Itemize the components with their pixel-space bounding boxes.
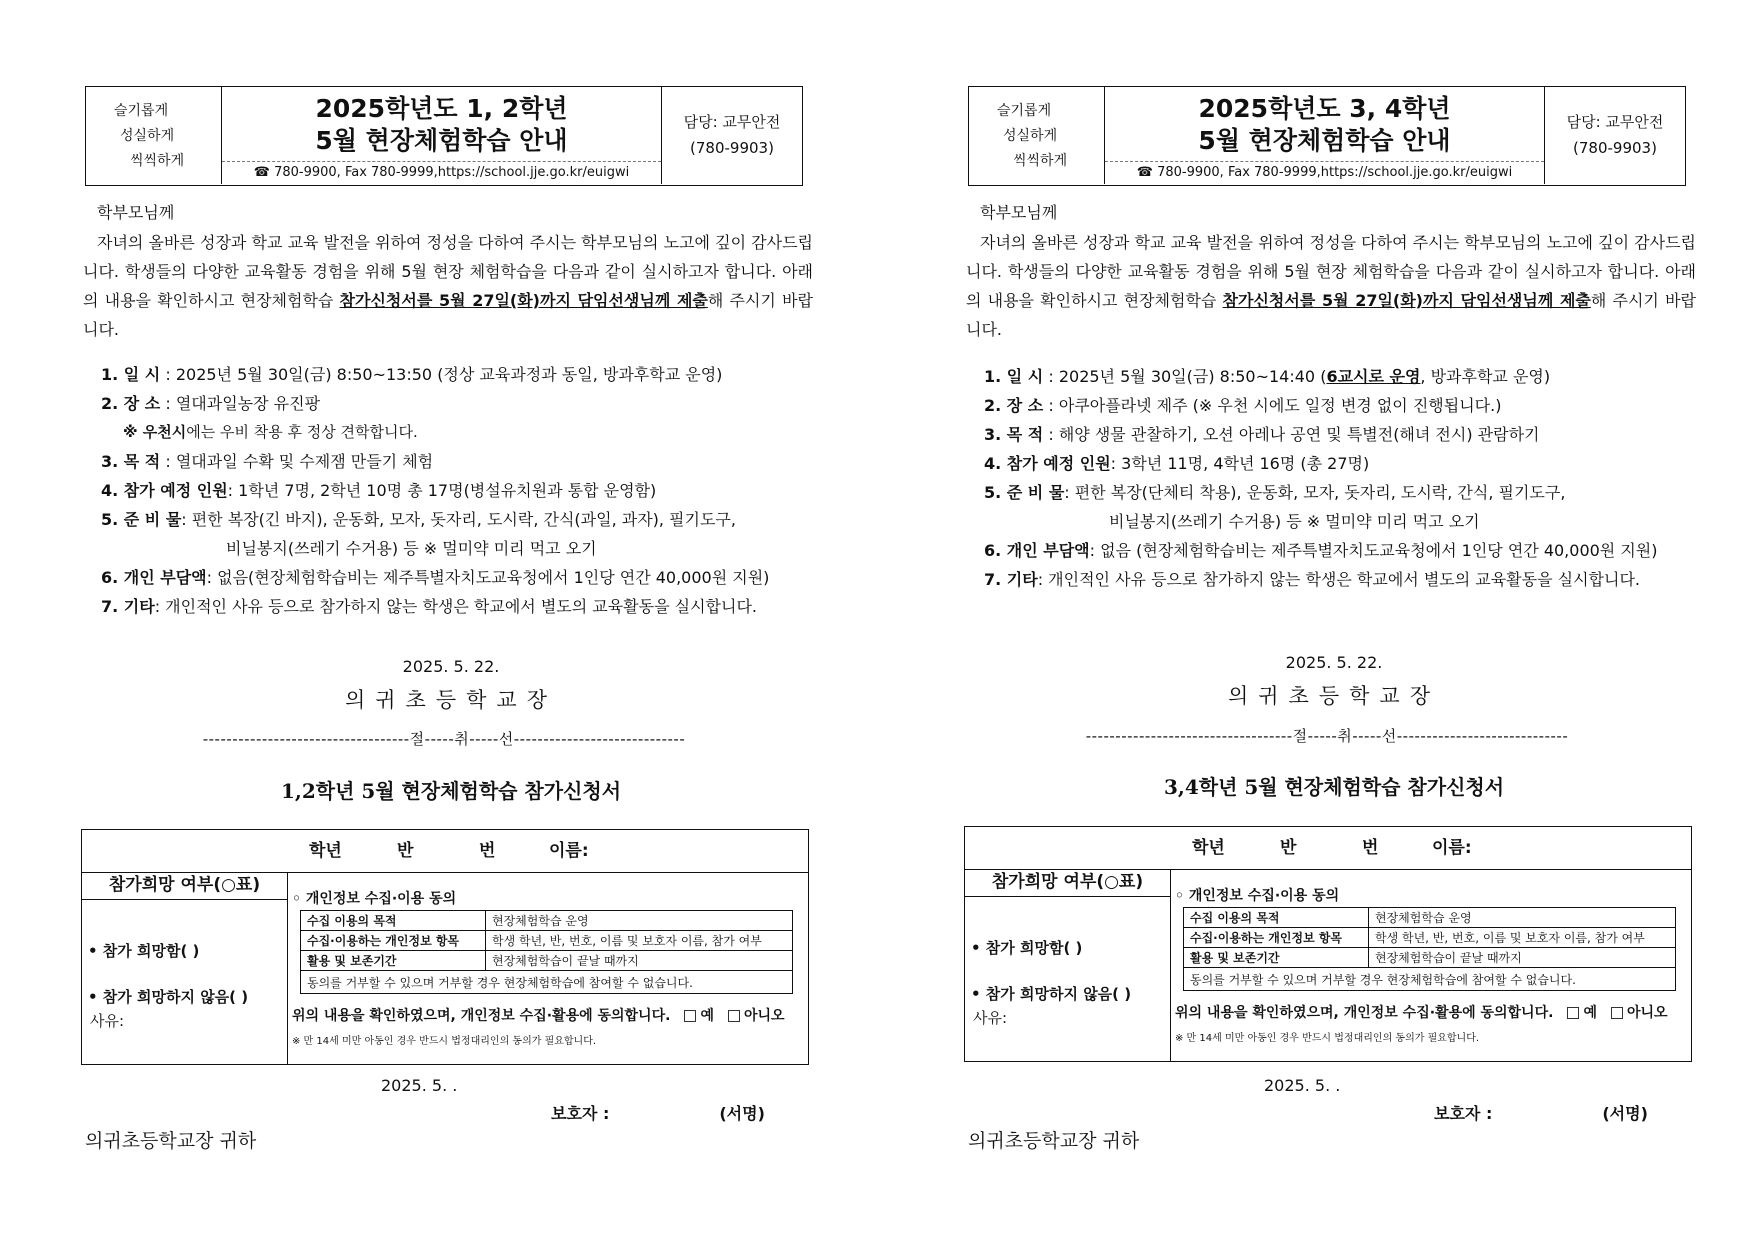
intro-end: 해 주시기 바랍니다. [966, 291, 1696, 339]
consent-text: 위의 내용을 확인하였으며, 개인정보 수집·활용에 동의합니다. [292, 1008, 671, 1024]
table-row [301, 931, 793, 951]
item-text: : 개인적인 사유 등으로 참가하지 않는 학생은 학교에서 별도의 교육활동을 실시합니다. [154, 597, 757, 616]
no-label: 아니오 [1626, 1005, 1668, 1021]
signature-field[interactable]: (서명) [1602, 1104, 1648, 1123]
title-box [1105, 87, 1545, 184]
intro-paragraph [966, 228, 1696, 344]
item-text: : 없음(현장체험학습비는 제주특별자치도교육청에서 1인당 연간 40,000원 지원) [206, 568, 770, 587]
detail-list [101, 360, 821, 621]
consent-statement [292, 1005, 785, 1025]
item-continued-text: 비닐봉지(쓰레기 수거용) 등 ※ 멀미약 미리 먹고 오기 [1109, 512, 1480, 531]
item-continued-text: 비닐봉지(쓰레기 수거용) 등 ※ 멀미약 미리 먹고 오기 [226, 539, 597, 558]
intro-paragraph [83, 228, 813, 344]
school-motto [969, 87, 1105, 184]
table-value: 현장체험학습이 끝날 때까지 [486, 951, 793, 971]
header-box [968, 86, 1686, 186]
no-label: 아니오 [743, 1008, 785, 1024]
reason-field[interactable]: 사유: [90, 1012, 125, 1030]
contact-info: ☎ 780-9900, Fax 780-9999,https://school.jje.go.kr/euigwi [1105, 161, 1544, 184]
list-item-continued [101, 534, 821, 563]
item-label: 3. 목 적 [984, 425, 1044, 444]
item-label: 6. 개인 부담액 [984, 541, 1090, 560]
guardian-line [551, 1101, 765, 1124]
table-row [301, 971, 793, 994]
motto-line: 씩씩하게 [130, 153, 185, 169]
consent-text: 위의 내용을 확인하였으며, 개인정보 수집·활용에 동의합니다. [1175, 1005, 1554, 1021]
table-key: 수집 이용의 목적 [1184, 908, 1369, 928]
item-text: : 2025년 5월 30일(금) 8:50~13:50 (정상 교육과정과 동일, 방과후학교 운영) [165, 365, 723, 384]
item-label: 4. 참가 예정 인원 [984, 454, 1111, 473]
rain-note-bold: ※ 우천시 [123, 423, 187, 441]
minor-notice: ※ 만 14세 미만 아동인 경우 반드시 법정대리인의 동의가 필요합니다. [292, 1036, 597, 1047]
option-not-participate[interactable]: • 참가 희망하지 않음( ) [88, 988, 249, 1006]
greeting: 학부모님께 [980, 203, 1058, 222]
consent-statement [1175, 1002, 1668, 1022]
refuse-notice: 동의를 거부할 수 있으며 거부할 경우 현장체험학습에 참여할 수 없습니다. [1184, 968, 1676, 991]
privacy-title: ◦ 개인정보 수집·이용 동의 [1175, 888, 1340, 904]
table-key: 수집·이용하는 개인정보 항목 [1184, 928, 1369, 948]
guardian-label: 보호자 : [1434, 1104, 1493, 1123]
class-field[interactable]: 반 [397, 841, 414, 861]
list-item [101, 505, 821, 534]
guardian-label: 보호자 : [551, 1104, 610, 1123]
list-item [984, 362, 1704, 391]
addressee: 의귀초등학교장 귀하 [85, 1130, 257, 1152]
list-item [101, 592, 821, 621]
detail-list [984, 362, 1704, 594]
privacy-table [1183, 907, 1676, 991]
form-title: 1,2학년 5월 현장체험학습 참가신청서 [280, 779, 622, 803]
signature-field[interactable]: (서명) [719, 1104, 765, 1123]
title-line-1: 2025학년도 3, 4학년 [1198, 94, 1451, 123]
grade-field[interactable]: 학년 [309, 841, 342, 861]
intro-underline: 참가신청서를 5월 27일(화)까지 담임선생님께 제출 [339, 291, 708, 310]
item-label: 1. 일 시 [984, 367, 1044, 386]
manager-box [1545, 87, 1685, 184]
table-value: 현장체험학습이 끝날 때까지 [1369, 948, 1676, 968]
item-text: : 편한 복장(단체티 착용), 운동화, 모자, 돗자리, 도시락, 간식, 필기도구, [1064, 483, 1566, 502]
notice-date: 2025. 5. 22. [402, 657, 500, 676]
table-row [1184, 928, 1676, 948]
item-label: 4. 참가 예정 인원 [101, 481, 228, 500]
item-text-end: , 방과후학교 운영) [1420, 367, 1551, 386]
manager-phone: (780-9903) [1573, 139, 1657, 157]
table-row [301, 911, 793, 931]
table-value: 현장체험학습 운영 [486, 911, 793, 931]
school-motto [86, 87, 222, 184]
list-item [101, 476, 821, 505]
list-item [984, 565, 1704, 594]
no-checkbox[interactable] [1611, 1007, 1623, 1019]
title-line-1: 2025학년도 1, 2학년 [315, 94, 568, 123]
name-field[interactable]: 이름: [1432, 838, 1472, 858]
application-form [81, 829, 809, 1065]
item-text: : 편한 복장(긴 바지), 운동화, 모자, 돗자리, 도시락, 간식(과일, 과자), 필기도구, [181, 510, 736, 529]
privacy-consent [1171, 869, 1691, 1061]
form-title: 3,4학년 5월 현장체험학습 참가신청서 [1163, 775, 1505, 799]
motto-line: 성실하게 [120, 128, 175, 144]
item-label: 3. 목 적 [101, 452, 161, 471]
table-row [1184, 968, 1676, 991]
intro-text: 자녀의 올바른 성장과 학교 교육 발전을 위하여 정성을 다하여 주시는 학부모님의 노고에 깊이 감사드립니다. 학생들의 다양한 교육활동 경험을 위해 5월 현장 체험학습을 다음과 같이 실시하고자 합니다. 아래의 내용을 확인하시고 현장체험학습 [83, 233, 813, 310]
motto-line: 슬기롭게 [997, 103, 1052, 119]
item-label: 6. 개인 부담액 [101, 568, 207, 587]
minor-notice: ※ 만 14세 미만 아동인 경우 반드시 법정대리인의 동의가 필요합니다. [1175, 1033, 1480, 1044]
manager-label: 담당: 교무안전 [1566, 113, 1664, 131]
privacy-table [300, 910, 793, 994]
list-item [984, 478, 1704, 507]
contact-info: ☎ 780-9900, Fax 780-9999,https://school.jje.go.kr/euigwi [222, 161, 661, 184]
item-label: 5. 준 비 물 [101, 510, 182, 529]
item-text: : 1학년 7명, 2학년 10명 총 17명(병설유치원과 통합 운영함) [227, 481, 657, 500]
yes-checkbox[interactable] [1567, 1007, 1579, 1019]
no-checkbox[interactable] [728, 1010, 740, 1022]
table-key: 수집 이용의 목적 [301, 911, 486, 931]
yes-checkbox[interactable] [684, 1010, 696, 1022]
table-row [301, 951, 793, 971]
greeting: 학부모님께 [97, 203, 175, 222]
form-date[interactable]: 2025. 5. . [381, 1076, 458, 1095]
student-info-row [965, 827, 1691, 870]
participation-options [82, 900, 288, 1064]
yes-label: 예 [700, 1008, 714, 1024]
list-item [984, 536, 1704, 565]
addressee: 의귀초등학교장 귀하 [968, 1130, 1140, 1152]
table-value: 현장체험학습 운영 [1369, 908, 1676, 928]
manager-box [662, 87, 802, 184]
refuse-notice: 동의를 거부할 수 있으며 거부할 경우 현장체험학습에 참여할 수 없습니다. [301, 971, 793, 994]
principal-title: 의귀초등학교장 [1227, 684, 1440, 708]
number-field[interactable]: 번 [1362, 838, 1379, 858]
table-key: 수집·이용하는 개인정보 항목 [301, 931, 486, 951]
rain-note-text: 에는 우비 착용 후 정상 견학합니다. [186, 423, 418, 441]
list-item [101, 447, 821, 476]
participation-header: 참가희망 여부(○표) [82, 872, 288, 900]
principal-title: 의귀초등학교장 [344, 688, 557, 712]
list-item [984, 391, 1704, 420]
item-label: 2. 장 소 [101, 394, 161, 413]
item-label: 7. 기타 [101, 597, 155, 616]
item-text: : 없음 (현장체험학습비는 제주특별자치도교육청에서 1인당 연간 40,000원 지원) [1089, 541, 1658, 560]
participation-options [965, 897, 1171, 1061]
intro-text: 자녀의 올바른 성장과 학교 교육 발전을 위하여 정성을 다하여 주시는 학부모님의 노고에 깊이 감사드립니다. 학생들의 다양한 교육활동 경험을 위해 5월 현장 체험학습을 다음과 같이 실시하고자 합니다. 아래의 내용을 확인하시고 현장체험학습 [966, 233, 1696, 310]
manager-phone: (780-9903) [690, 139, 774, 157]
form-date[interactable]: 2025. 5. . [1264, 1076, 1341, 1095]
motto-line: 슬기롭게 [114, 103, 169, 119]
cut-line: -----------------------------------절-----취-----선----------------------------- [202, 730, 686, 748]
header-box [85, 86, 803, 186]
option-participate[interactable]: • 참가 희망함( ) [88, 942, 200, 960]
table-value: 학생 학년, 반, 번호, 이름 및 보호자 이름, 참가 여부 [1369, 928, 1676, 948]
grade-field[interactable]: 학년 [1192, 838, 1225, 858]
item-text: : 열대과일농장 유진팡 [165, 394, 321, 413]
option-not-participate[interactable]: • 참가 희망하지 않음( ) [971, 985, 1132, 1003]
table-key: 활용 및 보존기간 [1184, 948, 1369, 968]
list-item [101, 563, 821, 592]
manager-label: 담당: 교무안전 [683, 113, 781, 131]
item-text: : 열대과일 수확 및 수제잼 만들기 체험 [165, 452, 434, 471]
title-box [222, 87, 662, 184]
table-key: 활용 및 보존기간 [301, 951, 486, 971]
motto-line: 성실하게 [1003, 128, 1058, 144]
item-text: : 해양 생물 관찰하기, 오션 아레나 공연 및 특별전(해녀 전시) 관람하기 [1048, 425, 1540, 444]
notice-page-grade-1-2 [81, 0, 821, 1240]
participation-header: 참가희망 여부(○표) [965, 869, 1171, 897]
motto-line: 씩씩하게 [1013, 153, 1068, 169]
cut-line: -----------------------------------절-----취-----선----------------------------- [1085, 727, 1569, 745]
list-item [101, 389, 821, 418]
item-label: 7. 기타 [984, 570, 1038, 589]
intro-end: 해 주시기 바랍니다. [83, 291, 813, 339]
option-participate[interactable]: • 참가 희망함( ) [971, 939, 1083, 957]
item-text: : 3학년 11명, 4학년 16명 (총 27명) [1110, 454, 1370, 473]
application-form [964, 826, 1692, 1062]
privacy-title: ◦ 개인정보 수집·이용 동의 [292, 891, 457, 907]
number-field[interactable]: 번 [479, 841, 496, 861]
title-line-2: 5월 현장체험학습 안내 [1198, 126, 1451, 155]
student-info-row [82, 830, 808, 873]
item-underline: 6교시로 운영 [1326, 367, 1421, 386]
list-item [101, 360, 821, 389]
item-text: : 2025년 5월 30일(금) 8:50~14:40 ( [1048, 367, 1327, 386]
table-value: 학생 학년, 반, 번호, 이름 및 보호자 이름, 참가 여부 [486, 931, 793, 951]
item-text: : 아쿠아플라넷 제주 (※ 우천 시에도 일정 변경 없이 진행됩니다.) [1048, 396, 1502, 415]
notice-date: 2025. 5. 22. [1285, 653, 1383, 672]
class-field[interactable]: 반 [1280, 838, 1297, 858]
reason-field[interactable]: 사유: [973, 1009, 1008, 1027]
rain-note [101, 418, 821, 447]
name-field[interactable]: 이름: [549, 841, 589, 861]
privacy-consent [288, 872, 808, 1064]
table-row [1184, 908, 1676, 928]
title-line-2: 5월 현장체험학습 안내 [315, 126, 568, 155]
list-item [984, 449, 1704, 478]
item-label: 2. 장 소 [984, 396, 1044, 415]
table-row [1184, 948, 1676, 968]
item-text: : 개인적인 사유 등으로 참가하지 않는 학생은 학교에서 별도의 교육활동을 실시합니다. [1037, 570, 1640, 589]
yes-label: 예 [1583, 1005, 1597, 1021]
list-item [984, 420, 1704, 449]
intro-underline: 참가신청서를 5월 27일(화)까지 담임선생님께 제출 [1222, 291, 1591, 310]
item-label: 5. 준 비 물 [984, 483, 1065, 502]
guardian-line [1434, 1101, 1648, 1124]
list-item-continued [984, 507, 1704, 536]
item-label: 1. 일 시 [101, 365, 161, 384]
notice-page-grade-3-4 [964, 0, 1704, 1240]
